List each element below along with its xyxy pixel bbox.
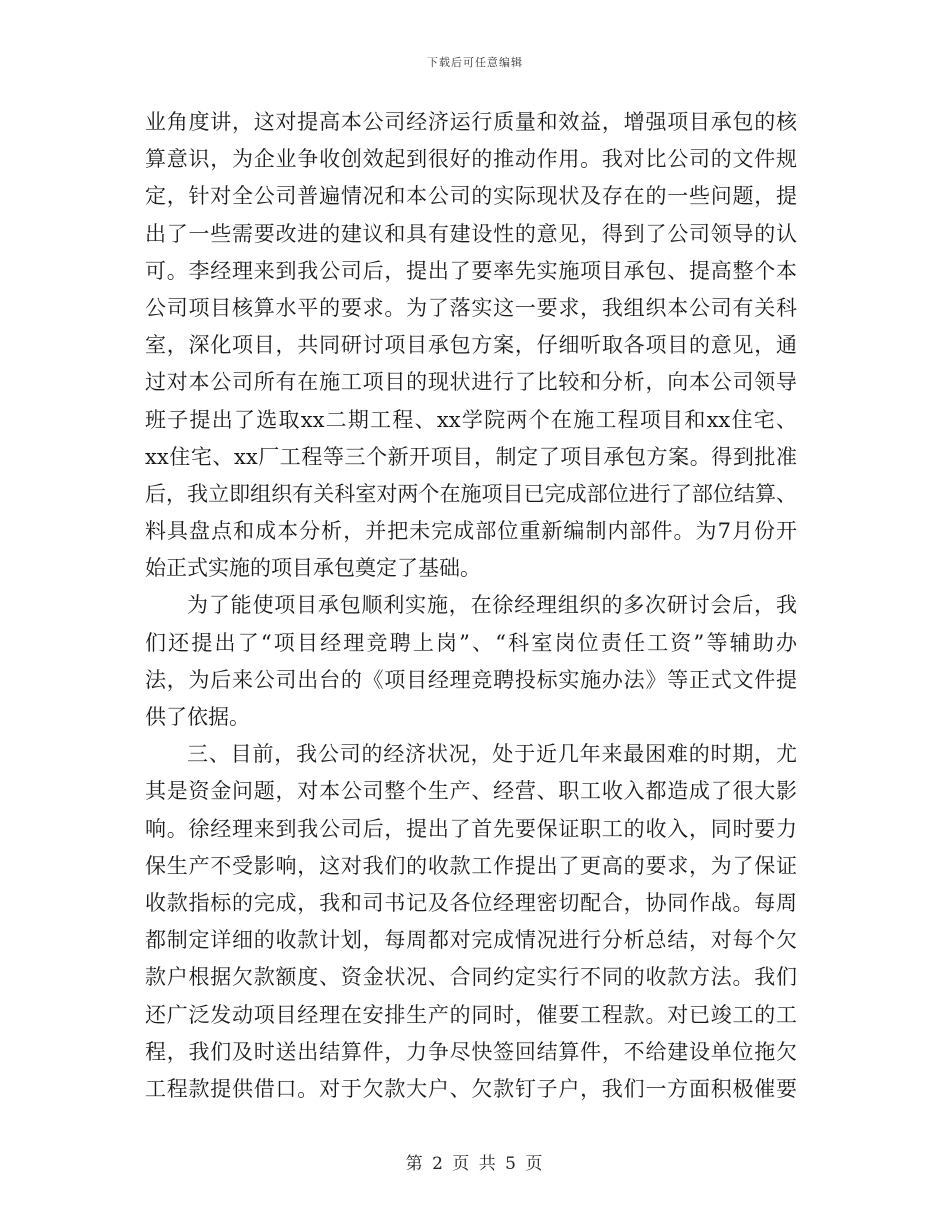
text-line: 保生产不受影响，这对我们的收款工作提出了更高的要求，为了保证 (145, 853, 797, 878)
text-line: 款户根据欠款额度、资金状况、合同约定实行不同的收款方法。我们 (145, 965, 797, 990)
text-line: xx住宅、xx厂工程等三个新开项目，制定了项目承包方案。得到批准 (145, 444, 797, 469)
text-line: 们还提出了“项目经理竞聘上岗”、“科室岗位责任工资”等辅助办 (145, 630, 797, 655)
text-line: 收款指标的完成，我和司书记及各位经理密切配合，协同作战。每周 (145, 890, 797, 915)
text-line: 室，深化项目，共同研讨项目承包方案，仔细听取各项目的意见，通 (145, 333, 797, 358)
text-line: 定，针对全公司普遍情况和本公司的实际现状及存在的一些问题，提 (145, 184, 797, 209)
text-line: 供了依据。 (145, 705, 250, 729)
text-line: 为了能使项目承包顺利实施，在徐经理组织的多次研讨会后，我 (187, 593, 797, 618)
text-line: 过对本公司所有在施工项目的现状进行了比较和分析，向本公司领导 (145, 370, 797, 395)
text-line: 出了一些需要改进的建议和具有建设性的意见，得到了公司领导的认 (145, 221, 797, 246)
text-line: 料具盘点和成本分析，并把未完成部位重新编制内部件。为7月份开 (145, 519, 797, 544)
page-header: 下载后可任意编辑 (427, 56, 523, 69)
page-footer-page-number: 第 2 页 共 5 页 (405, 1154, 545, 1174)
text-line: 都制定详细的收款计划，每周都对完成情况进行分析总结，对每个欠 (145, 928, 797, 953)
text-line: 三、目前，我公司的经济状况，处于近几年来最困难的时期，尤 (187, 742, 797, 767)
text-line: 业角度讲，这对提高本公司经济运行质量和效益，增强项目承包的核 (145, 110, 797, 134)
text-line: 其是资金问题，对本公司整个生产、经营、职工收入都造成了很大影 (145, 779, 797, 804)
text-line: 后，我立即组织有关科室对两个在施项目已完成部位进行了部位结算、 (145, 481, 797, 506)
text-line: 还广泛发动项目经理在安排生产的同时，催要工程款。对已竣工的工 (145, 1002, 797, 1027)
text-line: 算意识，为企业争收创效起到很好的推动作用。我对比公司的文件规 (145, 147, 797, 172)
text-line: 班子提出了选取xx二期工程、xx学院两个在施工程项目和xx住宅、 (145, 407, 797, 432)
text-line: 始正式实施的项目承包奠定了基础。 (145, 556, 481, 581)
text-line: 响。徐经理来到我公司后，提出了首先要保证职工的收入，同时要力 (145, 816, 797, 841)
text-line: 工程款提供借口。对于欠款大户、欠款钉子户，我们一方面积极催要 (145, 1076, 797, 1101)
text-line: 法，为后来公司出台的《项目经理竞聘投标实施办法》等正式文件提 (145, 667, 797, 692)
document-body (145, 104, 797, 1108)
text-line: 可。李经理来到我公司后，提出了要率先实施项目承包、提高整个本 (145, 258, 797, 283)
text-line: 程，我们及时送出结算件，力争尽快签回结算件，不给建设单位拖欠 (145, 1039, 797, 1064)
text-line: 公司项目核算水平的要求。为了落实这一要求，我组织本公司有关科 (145, 295, 797, 320)
